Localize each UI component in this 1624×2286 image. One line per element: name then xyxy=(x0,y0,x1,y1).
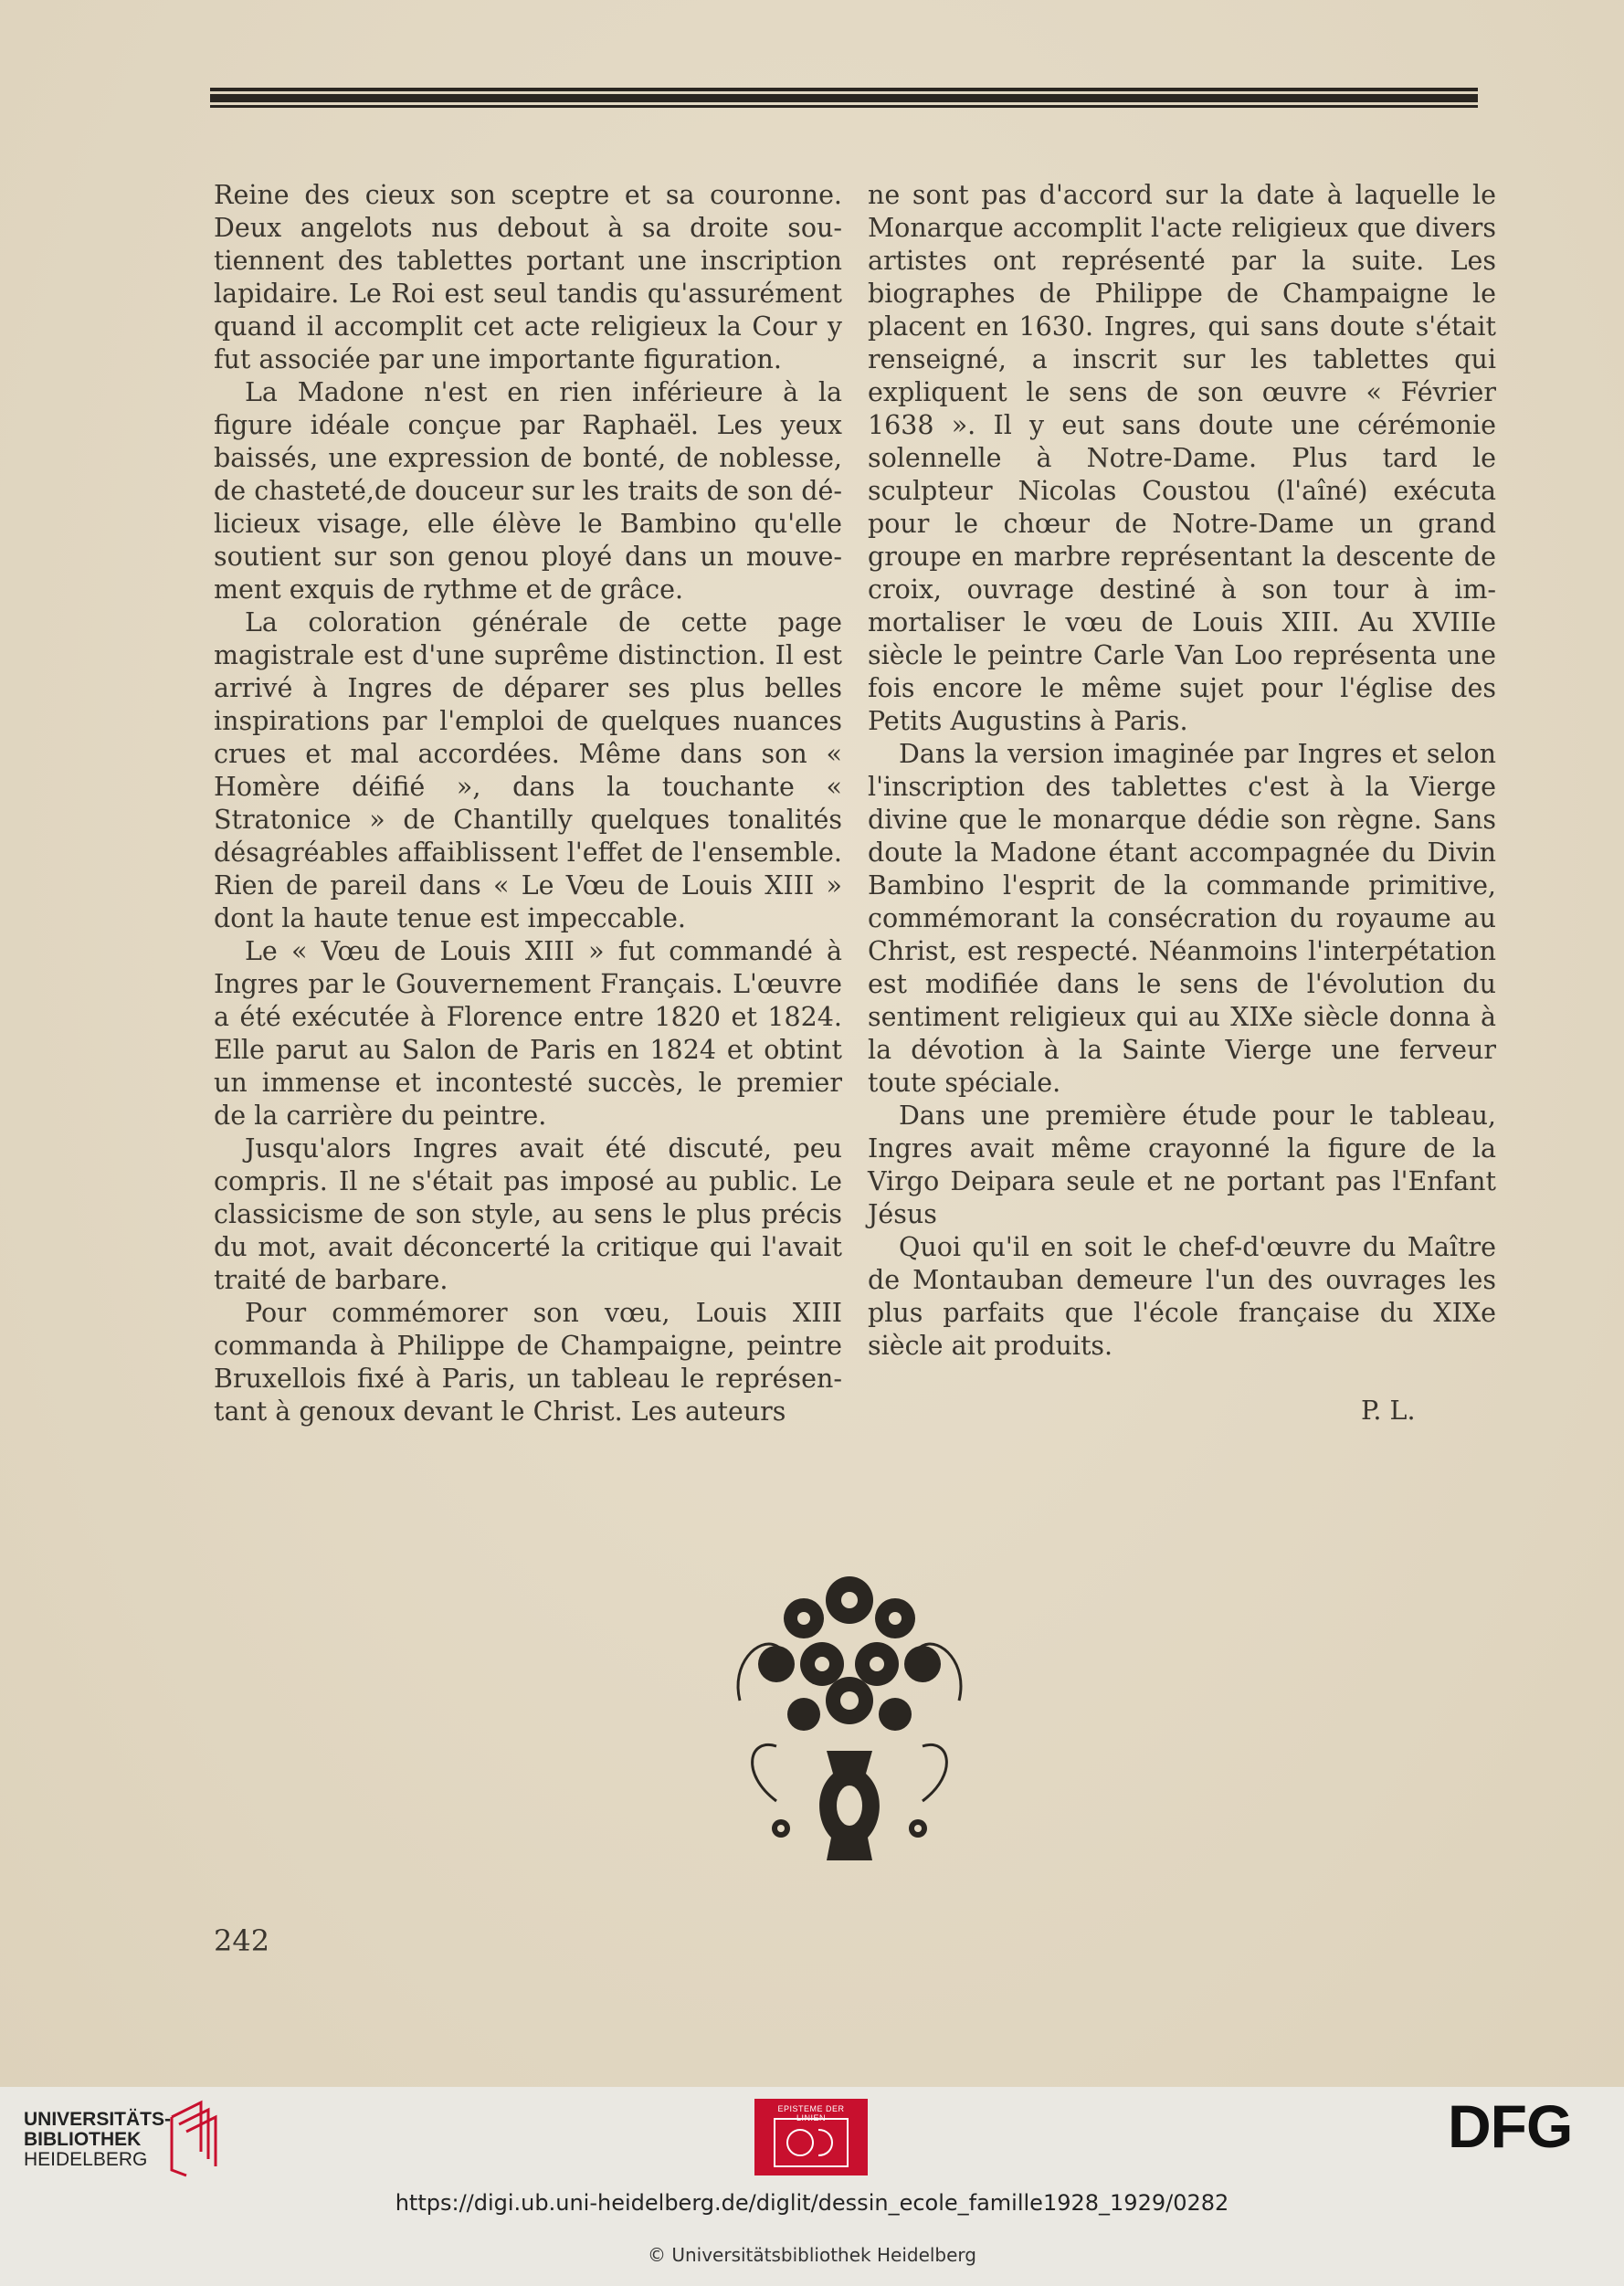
episteme-logo-icon xyxy=(754,2099,868,2175)
author-signature: P. L. xyxy=(1361,1396,1416,1426)
library-logo[interactable]: UNIVERSITÄTS- BIBLIOTHEK HEIDELBERG xyxy=(24,2109,172,2170)
copyright-notice: © Universitätsbibliothek Heidelberg xyxy=(647,2244,976,2266)
paragraph: Dans une première étude pour le tableau, Ingres avait même crayonné la figure de la Virgo Deipara seule et ne portant pas l'Enfant Jésus xyxy=(868,1101,1496,1229)
dfg-logo[interactable]: DFG xyxy=(1448,2092,1573,2160)
bouquet-vase-ornament-icon xyxy=(722,1564,977,1874)
paragraph: Quoi qu'il en soit le chef-d'œuvre du Maître de Montauban demeure l'un des ouvrages les plus parfaits que l'école française du XIXe siècle ait produits. xyxy=(868,1232,1496,1361)
library-logo-mark-icon xyxy=(164,2097,228,2179)
paragraph: La Madone n'est en rien inférieure à la figure idéale conçue par Raphaël. Les yeux baissés, une expression de bonté, de noblesse, de chasteté,de douceur sur les traits de son délicieux visage, elle élève le Bambino qu'elle soutient sur son genou ployé dans un mouvement exquis de rythme et de grâce. xyxy=(214,377,842,605)
paragraph: Dans la version imaginée par Ingres et selon l'inscription des tablettes c'est à la Vierge divine que le monarque dédie son règne. Sans doute la Madone étant accompagnée du Divin Bambino l'esprit de la commande primitive, commémorant la consécration du royaume au Christ, est respecté. Néanmoins l'interpétation est modifiée dans le sens de l'évolution du sentiment religieux qui au XIXe siècle donna à la dévotion à la Sainte Vierge une ferveur toute spéciale. xyxy=(868,739,1496,1098)
text-column-left xyxy=(214,179,842,1428)
paragraph: La coloration générale de cette page magistrale est d'une suprême distinction. Il est arrivé à Ingres de déparer ses plus belles inspirations par l'emploi de quelques nuances crues et mal accordées. Même dans son « Homère déifié », dans la touchante « Stratonice » de Chantilly quelques tonalités désagréables affaiblissent l'effet de l'ensemble. Rien de pareil dans « Le Vœu de Louis XIII » dont la haute tenue est impeccable. xyxy=(214,607,842,933)
header-rule xyxy=(210,88,1478,110)
permalink-url[interactable]: https://digi.ub.uni-heidelberg.de/diglit/dessin_ecole_famille1928_1929/0282 xyxy=(395,2190,1229,2216)
page-number: 242 xyxy=(214,1923,270,1958)
paragraph: Pour commémorer son vœu, Louis XIII commanda à Philippe de Champaigne, peintre Bruxellois fixé à Paris, un tableau le représentant à genoux devant le Christ. Les auteurs xyxy=(214,1298,842,1427)
paragraph: Le « Vœu de Louis XIII » fut commandé à Ingres par le Gouvernement Français. L'œuvre a été exécutée à Florence entre 1820 et 1824. Elle parut au Salon de Paris en 1824 et obtint un immense et incontesté succès, le premier de la carrière du peintre. xyxy=(214,936,842,1131)
paragraph: ne sont pas d'accord sur la date à laquelle le Monarque accomplit l'acte religieux que divers artistes ont représenté par la suite. Les biographes de Philippe de Champaigne le placent en 1630. Ingres, qui sans doute s'était renseigné, a inscrit sur les tablettes qui expliquent le sens de son œuvre « Février 1638 ». Il y eut sans doute une cérémonie solennelle à Notre-Dame. Plus tard le sculpteur Nicolas Coustou (l'aîné) exécuta pour le chœur de Notre-Dame un grand groupe en marbre représentant la descente de croix, ouvrage destiné à son tour à immortaliser le vœu de Louis XIII. Au XVIIIe siècle le peintre Carle Van Loo représenta une fois encore le même sujet pour l'église des Petits Augustins à Paris. xyxy=(868,180,1496,736)
paragraph: Jusqu'alors Ingres avait été discuté, peu compris. Il ne s'était pas imposé au public. Le classicisme de son style, au sens le plus précis du mot, avait déconcerté la critique qui l'avait traité de barbare. xyxy=(214,1133,842,1295)
text-column-right xyxy=(868,179,1496,1363)
paragraph: Reine des cieux son sceptre et sa couronne. Deux angelots nus debout à sa droite soutiennent des tablettes portant une inscription lapidaire. Le Roi est seul tandis qu'assurément quand il accomplit cet acte religieux la Cour y fut associée par une importante figuration. xyxy=(214,180,842,374)
episteme-logo[interactable]: EPISTEME DER LINIEN xyxy=(754,2099,868,2175)
